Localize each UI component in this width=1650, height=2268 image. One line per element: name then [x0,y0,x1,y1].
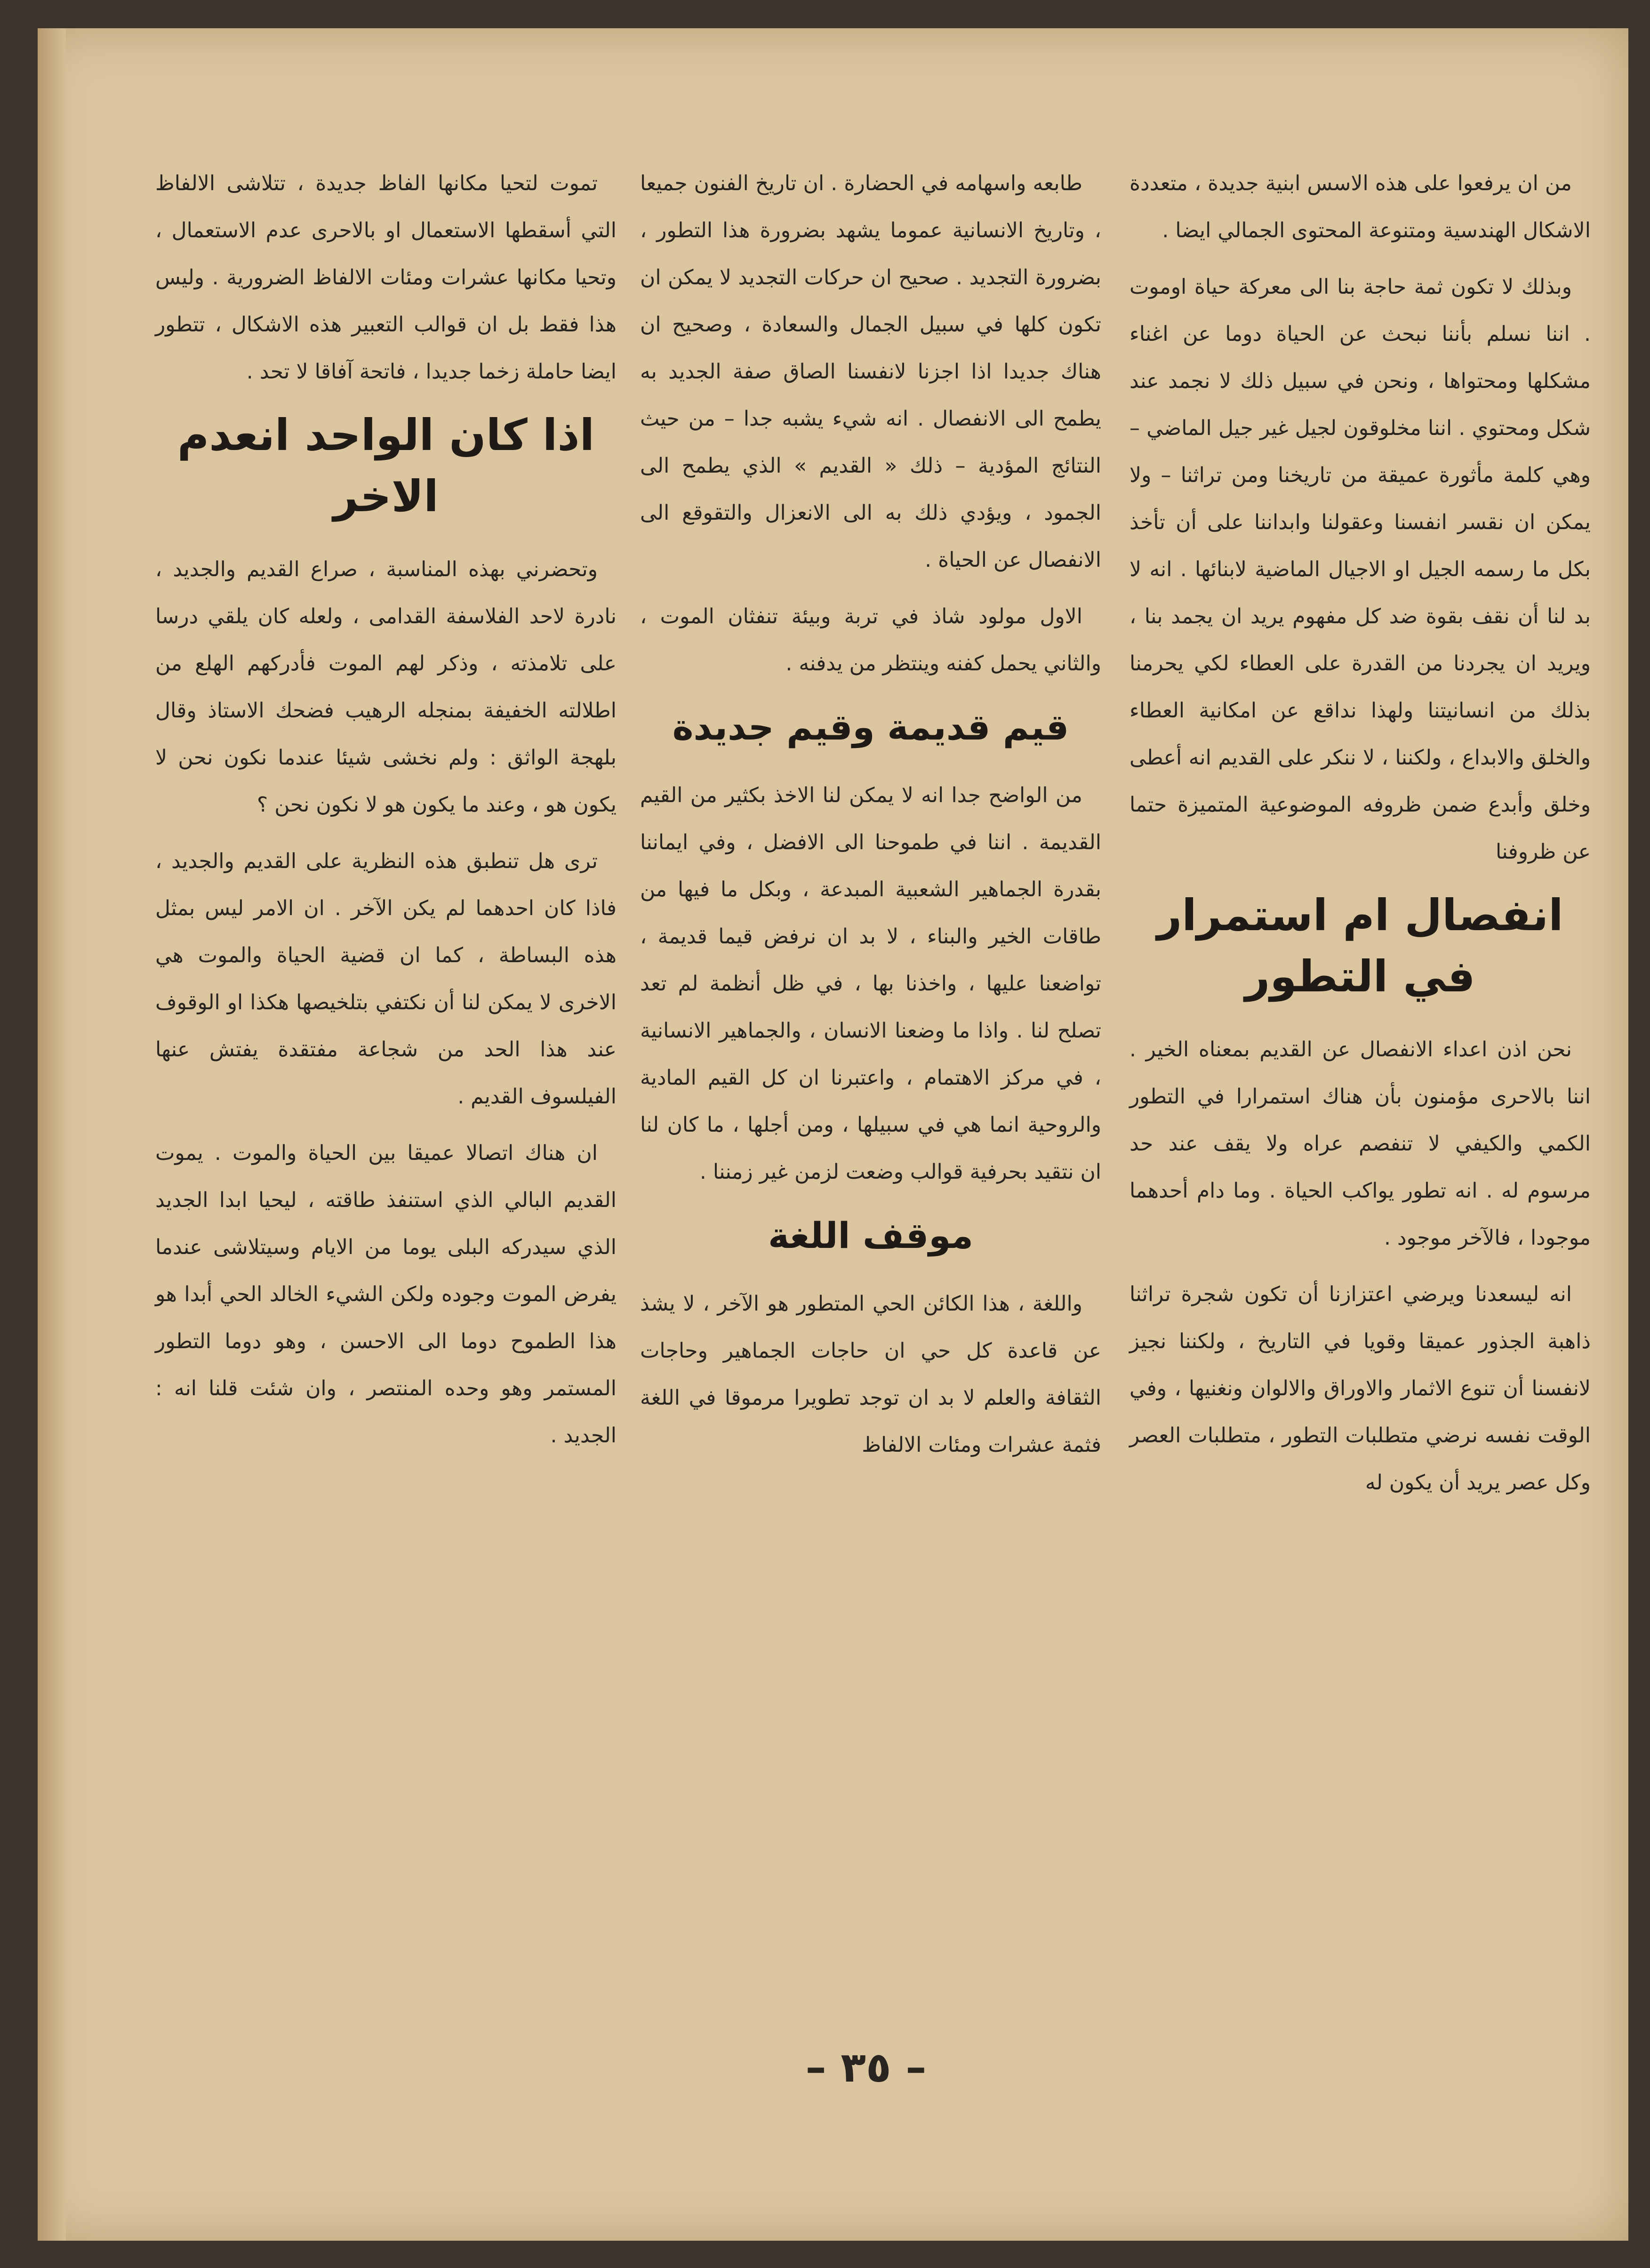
right-paragraph-1: من ان يرفعوا على هذه الاسس ابنية جديدة ، متعددة الاشكال الهندسية ومتنوعة المحتوى الجمالي ايضا . [1129,171,1591,242]
right-paragraph-3: نحن اذن اعداء الانفصال عن القديم بمعناه الخير . اننا بالاحرى مؤمنون بأن هناك استمرارا في التطور الكمي والكيفي لا تنفصم عراه ولا يقف عند حد مرسوم له . انه تطور يواكب الحياة . وما دام أحدهما موجودا ، فالآخر موجود . [1129,1037,1591,1250]
right-paragraph-2: وبذلك لا تكون ثمة حاجة بنا الى معركة حياة اوموت . اننا نسلم بأننا نبحث عن الحياة دوما عن اغناء مشكلها ومحتواها ، ونحن في سبيل ذلك لا نجمد عند شكل ومحتوي . اننا مخلوقون لجيل غير جيل الماضي – وهي كلمة مأثورة عميقة من تاريخنا ومن تراثنا – ولا يمكن ان نقسر انفسنا وعقولنا وابداننا على أن تأخذ بكل ما رسمه الجيل او الاجيال الماضية لابنائها . انه لا بد لنا أن نقف بقوة ضد كل مفهوم يريد ان يجمد بنا ، ويريد ان يجردنا من القدرة على العطاء لكي يحرمنا بذلك من انسانيتنا ولهذا نداقع عن امكانية العطاء والخلق والابداع ، ولكننا ، لا ننكر على القديم انه أعطى وخلق وأبدع ضمن ظروفه الموضوعية المتميزة حتما عن ظروفنا [1129,275,1591,864]
right-paragraph-4: انه ليسعدنا ويرضي اعتزازنا أن تكون شجرة تراثنا ذاهبة الجذور عميقا وقويا في التاريخ ، ولكننا نجيز لانفسنا أن تنوع الاثمار والاوراق والالوان ونغنيها ، وفي الوقت نفسه نرضي متطلبات التطور ، متطلبات العصر وكل عصر يريد أن يكون له [1129,1282,1591,1495]
middle-paragraph-2: الاول مولود شاذ في تربة وبيئة تنفثان الموت ، والثاني يحمل كفنه وينتظر من يدفنه . [640,604,1101,676]
heading-separation-or-continuity: انفصال ام استمرار في التطور [1157,890,1563,1002]
heading-language-position: موقف اللغة [768,1214,974,1256]
middle-paragraph-3: من الواضح جدا انه لا يمكن لنا الاخذ بكثير من القيم القديمة . اننا في طموحنا الى الافضل ، وفي ايماننا بقدرة الجماهير الشعبية المبدعة ، وبكل ما فيها من طاقات الخير والبناء ، لا بد ان نرفض قيما قديمة ، تواضعنا عليها ، واخذنا بها ، في ظل أنظمة لم تعد تصلح لنا . واذا ما وضعنا الانسان ، والجماهير الانسانية ، في مركز الاهتمام ، واعتبرنا ان كل القيم المادية والروحية انما هي في سبيلها ، ومن أجلها ، ما كان لنا ان نتقيد بحرفية قوالب وضعت لزمن غير زمننا . [640,783,1101,1184]
middle-column [640,160,1101,1478]
heading-old-and-new-values: قيم قديمة وقيم جديدة [672,706,1069,748]
left-column [155,160,617,1469]
left-paragraph-2: وتحضرني بهذه المناسبة ، صراع القديم والجديد ، نادرة لاحد الفلاسفة القدامى ، ولعله كان يلقي درسا على تلامذته ، وذكر لهم الموت فأدركهم الهلع من اطلالته الخفيفة بمنجله الرهيب فضحك الاستاذ وقال بلهجة الواثق : ولم نخشى شيئا عندما نكون نحن لا يكون هو ، وعند ما يكون هو لا نكون نحن ؟ [155,557,617,817]
left-paragraph-3: ترى هل تنطبق هذه النظرية على القديم والجديد ، فاذا كان احدهما لم يكن الآخر . ان الامر ليس بمثل هذه البساطة ، كما ان قضية الحياة والموت هي الاخرى لا يمكن لنا أن نكتفي بتلخيصها هكذا او الوقوف عند هذا الحد من شجاعة مفتقدة يفتش عنها الفيلسوف القديم . [155,849,617,1109]
page-number: – ٣٥ – [805,2043,927,2091]
right-column [1129,160,1591,1516]
left-paragraph-1: تموت لتحيا مكانها الفاظ جديدة ، تتلاشى الالفاظ التي أسقطها الاستعمال او بالاحرى عدم الاستعمال ، وتحيا مكانها عشرات ومئات الالفاظ الضرورية . وليس هذا فقط بل ان قوالب التعبير هذه الاشكال ، تتطور ايضا حاملة زخما جديدا ، فاتحة آفاقا لا تحد . [155,171,617,384]
middle-paragraph-4: واللغة ، هذا الكائن الحي المتطور هو الآخر ، لا يشذ عن قاعدة كل حي ان حاجات الجماهير وحاجات الثقافة والعلم لا بد ان توجد تطويرا مرموقا في اللغة فثمة عشرات ومئات الالفاظ [640,1292,1101,1457]
heading-if-one-vanished: اذا كان الواحد انعدم الاخر [177,410,595,522]
page-edge [38,28,66,2241]
middle-paragraph-1: طابعه واسهامه في الحضارة . ان تاريخ الفنون جميعا ، وتاريخ الانسانية عموما يشهد بضرورة هذا التطور ، بضرورة التجديد . صحيح ان حركات التجديد لا يمكن ان تكون كلها في سبيل الجمال والسعادة ، وصحيح ان هناك جديدا اذا اجزنا لانفسنا الصاق صفة الجديد به يطمح الى الانفصال . انه شيء يشبه جدا – من حيث النتائج المؤدية – ذلك « القديم » الذي يطمح الى الجمود ، ويؤدي ذلك به الى الانعزال والتقوقع الى الانفصال عن الحياة . [640,171,1101,572]
left-paragraph-4: ان هناك اتصالا عميقا بين الحياة والموت . يموت القديم البالي الذي استنفذ طاقته ، ليحيا ابدا الجديد الذي سيدركه البلى يوما من الايام وسيتلاشى عندما يفرض الموت وجوده ولكن الشيء الخالد الحي أبدا هو هذا الطموح دوما الى الاحسن ، وهو دوما التطور المستمر وهو وحده المنتصر ، وان شئت قلنا انه : الجديد . [155,1141,617,1448]
